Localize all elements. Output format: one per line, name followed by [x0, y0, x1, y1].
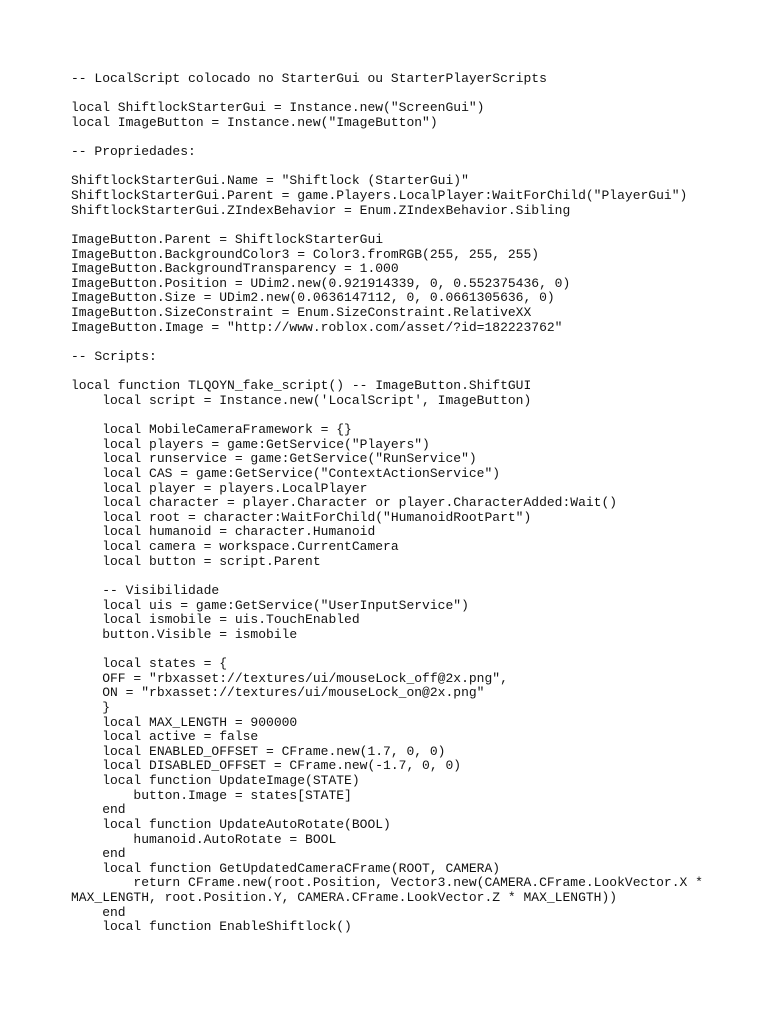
code-line: -- Scripts:: [71, 348, 157, 364]
script-code-block: [71, 72, 701, 935]
code-line: local ShiftlockStarterGui = Instance.new("ScreenGui"): [71, 100, 485, 116]
code-line: local button = script.Parent: [71, 553, 321, 569]
code-line: local players = game:GetService("Players"): [71, 436, 430, 452]
code-line: local function TLQOYN_fake_script() -- ImageButton.ShiftGUI: [71, 378, 532, 394]
code-line: ImageButton.Position = UDim2.new(0.921914339, 0, 0.552375436, 0): [71, 275, 571, 291]
code-line: local script = Instance.new('LocalScript', ImageButton): [71, 392, 532, 408]
code-line: local humanoid = character.Humanoid: [71, 524, 376, 540]
code-line: local root = character:WaitForChild("HumanoidRootPart"): [71, 509, 532, 525]
code-line: }: [71, 699, 111, 715]
code-line: ImageButton.BackgroundTransparency = 1.000: [71, 261, 399, 277]
code-line: local uis = game:GetService("UserInputService"): [71, 597, 469, 613]
code-line: local ismobile = uis.TouchEnabled: [71, 612, 360, 628]
code-line: local camera = workspace.CurrentCamera: [71, 539, 399, 554]
code-line: local DISABLED_OFFSET = CFrame.new(-1.7, 0, 0): [71, 758, 462, 774]
code-line: end: [71, 802, 126, 818]
code-line: local MAX_LENGTH = 900000: [71, 714, 298, 730]
code-line: [71, 335, 701, 350]
code-line: ShiftlockStarterGui.Parent = game.Players.LocalPlayer:WaitForChild("PlayerGui"): [71, 188, 688, 203]
code-line: OFF = "rbxasset://textures/ui/mouseLock_off@2x.png",: [71, 670, 508, 686]
code-line: [71, 642, 701, 657]
code-line: local function UpdateImage(STATE): [71, 773, 360, 788]
code-line: button.Visible = ismobile: [71, 626, 298, 642]
code-line: local character = player.Character or player.CharacterAdded:Wait(): [71, 495, 618, 511]
code-line: local runservice = game:GetService("RunService"): [71, 451, 477, 467]
code-line: button.Image = states[STATE]: [71, 787, 352, 803]
code-line: ImageButton.BackgroundColor3 = Color3.fromRGB(255, 255, 255): [71, 246, 540, 262]
code-line: end: [71, 904, 126, 920]
code-line: local active = false: [71, 729, 259, 745]
code-line: ShiftlockStarterGui.Name = "Shiftlock (StarterGui)": [71, 173, 469, 189]
code-line: [71, 160, 701, 175]
code-line: local states = {: [71, 656, 228, 671]
code-line: [71, 408, 701, 423]
code-line: ShiftlockStarterGui.ZIndexBehavior = Enum.ZIndexBehavior.Sibling: [71, 202, 571, 218]
code-line: local function EnableShiftlock(): [71, 919, 352, 935]
code-line: ImageButton.Size = UDim2.new(0.0636147112, 0, 0.0661305636, 0): [71, 290, 555, 306]
code-line: [71, 218, 701, 233]
code-line: local ENABLED_OFFSET = CFrame.new(1.7, 0, 0): [71, 743, 446, 759]
code-line: ImageButton.Parent = ShiftlockStarterGui: [71, 231, 384, 247]
code-line: [71, 569, 701, 584]
code-line: -- Visibilidade: [71, 582, 220, 598]
code-line: MAX_LENGTH, root.Position.Y, CAMERA.CFrame.LookVector.Z * MAX_LENGTH)): [71, 890, 618, 905]
code-line: [71, 87, 701, 102]
code-line: -- Propriedades:: [71, 144, 196, 160]
code-line: local player = players.LocalPlayer: [71, 480, 368, 496]
code-line: ImageButton.Image = "http://www.roblox.com/asset/?id=182223762": [71, 319, 563, 335]
code-line: humanoid.AutoRotate = BOOL: [71, 831, 337, 847]
code-line: -- LocalScript colocado no StarterGui ou StarterPlayerScripts: [71, 71, 547, 86]
code-line: local function GetUpdatedCameraCFrame(ROOT, CAMERA): [71, 860, 501, 876]
code-line: return CFrame.new(root.Position, Vector3.new(CAMERA.CFrame.LookVector.X *: [71, 875, 703, 891]
code-line: [71, 131, 701, 146]
code-line: local CAS = game:GetService("ContextActionService"): [71, 465, 501, 481]
code-line: ON = "rbxasset://textures/ui/mouseLock_on@2x.png": [71, 685, 485, 701]
code-line: local MobileCameraFramework = {}: [71, 422, 352, 437]
code-line: local function UpdateAutoRotate(BOOL): [71, 816, 391, 832]
code-line: ImageButton.SizeConstraint = Enum.SizeConstraint.RelativeXX: [71, 305, 532, 320]
code-line: [71, 365, 701, 380]
code-line: end: [71, 846, 126, 862]
code-line: local ImageButton = Instance.new("ImageButton"): [71, 114, 438, 130]
